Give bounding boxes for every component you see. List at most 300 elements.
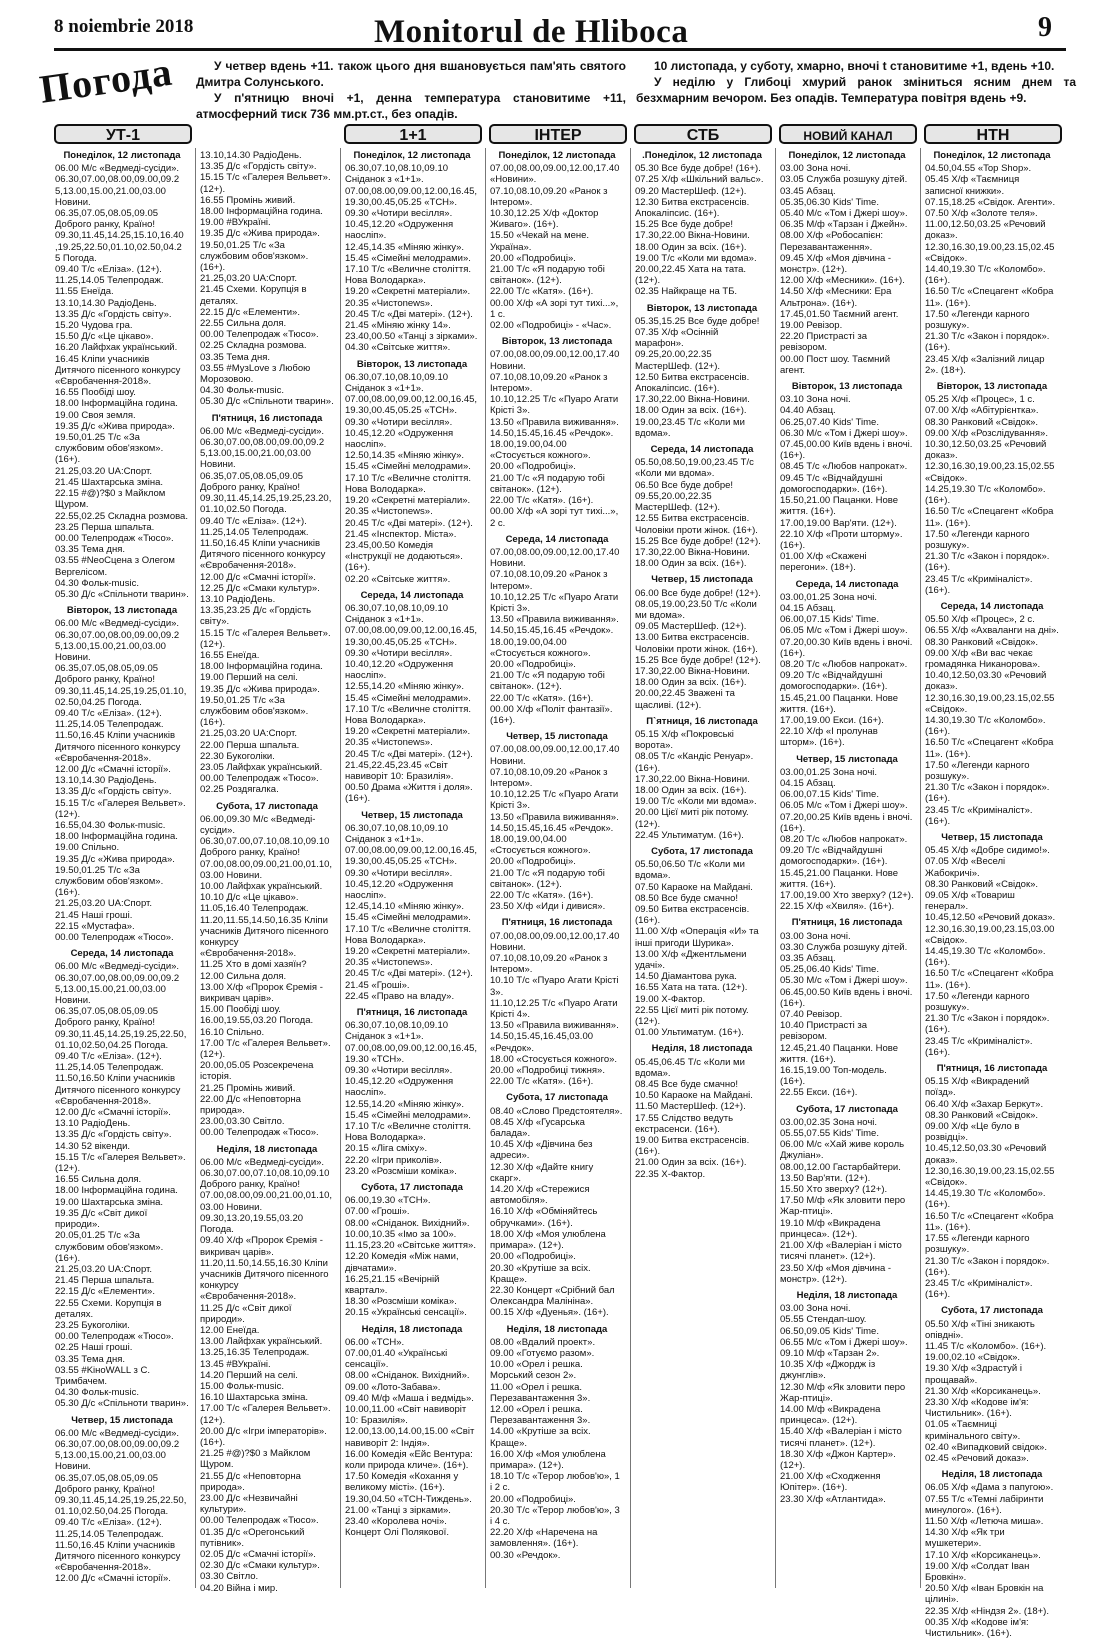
channel-header: НОВИЙ КАНАЛ xyxy=(779,124,917,144)
schedule-entry: 15.25 Все буде добре! xyxy=(635,219,734,231)
schedule-entry: 11.50,16.45 Кліпи учасників Дитячого пісенного конкурсу «Євробачення-2018». xyxy=(200,537,326,572)
weather-paragraph: У неділю у Глибоці хмурий ранок зміниться ясним днем та безхмарним вечором. Без опадів. Температура повітря вдень +9. xyxy=(636,75,1076,105)
schedule-entry: 17.45,01.50 Таємний агент. xyxy=(780,308,899,320)
schedule-entry: 19.50,01.25 Т/с «За службовим обов'язком». (16+). xyxy=(55,432,164,466)
schedule-day-heading: Субота, 17 листопада xyxy=(216,800,318,812)
weather-text-right xyxy=(636,58,1076,106)
schedule-entry: 19.35 Д/с «Жива природа». xyxy=(200,228,320,240)
schedule-entry: 22.00 Т/с «Катя». (16+). xyxy=(490,1076,594,1088)
issue-date: 8 noiembrie 2018 xyxy=(54,16,194,37)
schedule-entry: 14.30,19.30 Т/с «Коломбо». (16+). xyxy=(925,714,1046,738)
schedule-entry: 06.25,07.40 Kids' Time. xyxy=(780,416,879,428)
schedule-entry: 07.00,01.40 «Українські сенсації». xyxy=(345,1347,448,1371)
schedule-entry: 12.30 Х/ф «Дайте книгу скарг». xyxy=(490,1161,594,1184)
schedule-entry: 12.55,14.20 «Міняю жінку». xyxy=(345,681,465,693)
schedule-entry: 11.50,16.45 Кліпи учасників Дитячого пісенного конкурсу «Євробачення-2018». xyxy=(55,730,181,764)
schedule-entry: 05.15 Х/ф «Викрадений поїзд». xyxy=(925,1076,1030,1099)
schedule-entry: 06.35,07.05,08.05,09.05 Доброго ранку, Країно! xyxy=(55,663,159,686)
schedule-entry: 21.00 Х/ф «Сходження Юпітер». (16+). xyxy=(780,1471,881,1494)
schedule-entry: 10.30,12.50,03.25 «Речовий доказ». xyxy=(925,439,1047,462)
schedule-day-heading: Середа, 14 листопада xyxy=(940,600,1044,612)
schedule-entry: 19.00,23.45 Т/с «Коли ми вдома». xyxy=(635,416,745,439)
schedule-entry: 20.00 «Подробиці». xyxy=(490,658,576,670)
schedule-entry: 18.00 «Стосується кожного». xyxy=(490,1053,618,1065)
schedule-entry: 11.25,14.05 Телепродаж. xyxy=(200,526,309,538)
schedule-entry: 21.45 Схеми. Корупція в деталях. xyxy=(200,284,307,307)
schedule-entry: 16.50 Т/с «Спецагент «Кобра 11». (16+). xyxy=(925,737,1054,760)
schedule-entry: 14.25,19.30 Т/с «Коломбо». (16+). xyxy=(925,483,1046,507)
schedule-entry: 12.30,16.30,19.00,23.15,02.55 «Свідок». xyxy=(925,461,1055,484)
schedule-entry: 06.00 М/с «Хай живе король Джуліан». xyxy=(780,1139,905,1162)
schedule-entry: 10.40,12.20 «Одруження наосліп». xyxy=(345,658,454,682)
schedule-entry: 14.50,15.45,16.45 «Речдок». xyxy=(490,822,614,834)
schedule-entry: 08.00 Х/ф «Робосапієн: Перезавантаження». xyxy=(780,230,884,253)
schedule-entry: 04.50,04.55 «Top Shop». xyxy=(925,163,1032,175)
schedule-entry: 22.20 «Ігри приколів». xyxy=(345,1154,442,1166)
schedule-entry: 08.30 Ранковий «Свідок». xyxy=(925,416,1039,428)
schedule-entry: 07.00,08.00,09.00,12.00,17.40 Новини. xyxy=(490,546,620,570)
schedule-day-heading: Неділя, 18 листопада xyxy=(796,1289,898,1301)
schedule-entry: 11.25,14.05 Телепродаж. xyxy=(55,1528,164,1540)
schedule-day-heading: Вівторок, 13 листопада xyxy=(356,358,468,370)
schedule-entry: 05.45,06.45 Т/с «Коли ми вдома». xyxy=(635,1056,745,1079)
schedule-entry: 23.45 Т/с «Криміналіст». (16+). xyxy=(925,804,1033,827)
schedule-entry: 15.45,21.00 Пацанки. Нове життя. (16+). xyxy=(780,692,899,715)
schedule-entry: 07.00,08.00,09.00,12.00,16.45, 19.30 «ТСН». xyxy=(345,1042,478,1065)
schedule-entry: 13.10,14.30 РадіоДень. xyxy=(55,775,157,787)
schedule-entry: 07.40 Ревізор. xyxy=(780,1009,843,1021)
schedule-entry: 21.45 «Гроші». xyxy=(345,979,410,991)
schedule-entry: 16.55 Енеїда. xyxy=(200,649,260,661)
schedule-entry: 21.45 «Міняю жінку 14». xyxy=(345,320,451,332)
schedule-entry: 06.00,09.30 М/с «Ведмеді-сусіди». xyxy=(200,813,316,836)
schedule-entry: 17.10 Т/с «Величне століття. Нова Володарка». xyxy=(345,264,472,287)
schedule-column xyxy=(925,150,1059,1639)
schedule-entry: 13.00 Х/ф «Пророк Єремія - викривач царів». xyxy=(200,981,323,1005)
schedule-entry: 06.30,07.00,08.00,09.00,09.2 5,13.00,15.00,21.00,03.00 Новини. xyxy=(55,629,180,663)
schedule-entry: 10.30,12.25 Х/ф «Доктор Живаго». (16+). xyxy=(490,208,599,231)
schedule-entry: 10.00 Лайфхак український. xyxy=(200,881,323,892)
schedule-entry: 20.00 «Подробиці». xyxy=(490,856,576,868)
schedule-entry: 08.45 Все буде смачно! xyxy=(635,1079,739,1091)
schedule-entry: 00.00 Телепродаж «Тюсо». xyxy=(200,1515,319,1527)
schedule-entry: 15.25 Все буде добре! (12+). xyxy=(635,654,761,666)
schedule-day-heading: Понеділок, 12 листопада xyxy=(498,150,616,161)
schedule-entry: 03.55 #МузLove з Любою Морозовою. xyxy=(200,362,311,386)
schedule-entry: 00.00 Х/ф «Політ фантазії». (16+). xyxy=(490,703,613,726)
schedule-day-heading: П'ятниця, 16 листопада xyxy=(211,412,323,424)
schedule-entry: 06.30,07.00,08.00,09.00,09.2 5,13.00,15.00,21.00,03.00 Новини. xyxy=(200,437,325,471)
schedule-entry: 13.35 Д/с «Гордість світу». xyxy=(55,786,172,798)
schedule-entry: 13.50 «Правила виживання». xyxy=(490,416,619,428)
schedule-entry: 09.20 Т/с «Відчайдушні домогосподарки». (16+). xyxy=(780,670,888,693)
schedule-day-heading: Середа, 14 листопада xyxy=(650,444,754,456)
schedule-entry: 16.55,04.30 Фольк-music. xyxy=(55,819,166,831)
schedule-entry: 16.10 Х/ф «Обміняйтесь обручками». (16+). xyxy=(490,1206,598,1229)
schedule-entry: 17.50 «Легенди карного розшуку». xyxy=(925,759,1030,782)
schedule-entry: 02.00 «Подробиці» - «Час». xyxy=(490,320,612,332)
schedule-entry: 22.00 Т/с «Катя». (16+). xyxy=(490,286,594,298)
schedule-entry: 05.55 Стендап-шоу. xyxy=(780,1314,867,1326)
schedule-entry: 19.00 Х/ф «Солдат Іван Бровкін». xyxy=(925,1560,1030,1583)
schedule-entry: 00.00 Телепродаж «Тюсо». xyxy=(55,932,174,944)
schedule-entry: 18.00,19.00,04.00 «Стосується кожного». xyxy=(490,833,591,857)
schedule-entry: 10.45,12.20 «Одруження наосліп». xyxy=(345,1076,454,1099)
schedule-entry: 04.20 Війна і мир. xyxy=(200,1582,278,1594)
schedule-entry: 21.00 Т/с «Я подарую тобі світанок». (12+). xyxy=(490,264,605,287)
schedule-entry: 16.00,19.55,03.20 Погода. xyxy=(200,1015,314,1027)
schedule-entry: 04.30 Фольк-music. xyxy=(55,1387,139,1399)
weather-text-left xyxy=(196,58,626,122)
schedule-day-heading: Неділя, 18 листопада xyxy=(941,1469,1043,1481)
schedule-entry: 22.15 Д/с «Елементи». xyxy=(200,306,300,318)
schedule-entry: 10.00,10.35 «Імо за 100». xyxy=(345,1228,457,1240)
schedule-entry: 22.45 Ультиматум. (16+). xyxy=(635,829,744,841)
schedule-entry: 19.00 Ревізор. xyxy=(780,320,843,332)
weather-paragraph: 10 листопада, у суботу, хмарно, вночі t становитиме +1, вдень +10. xyxy=(654,59,1055,73)
schedule-entry: 12.00 «Орел і решка. Перезавантаження 3». xyxy=(490,1403,591,1427)
schedule-entry: 21.25 Промінь живий. xyxy=(200,1082,296,1094)
schedule-entry: 09.40 Т/с «Еліза». (12+). xyxy=(200,515,307,527)
schedule-day-heading: Четвер, 15 листопада xyxy=(651,574,753,586)
schedule-entry: 13.00 Лайфхак український. xyxy=(200,1336,323,1348)
schedule-entry: 21.45 Наші гроші. xyxy=(55,909,133,921)
column-divider xyxy=(775,148,776,1588)
schedule-entry: 20.45 Т/с «Дві матері». (12+). xyxy=(345,968,473,980)
schedule-entry: 07.15,18.25 «Свідок. Агенти». xyxy=(925,196,1056,208)
schedule-entry: 16.00 Х/ф «Моя улюблена примара». (12+). xyxy=(490,1448,606,1471)
schedule-entry: 00.00 Х/ф «А зорі тут тихі...», 2 с. xyxy=(490,506,619,529)
schedule-entry: 23.25 Перша шпальта. xyxy=(55,521,155,533)
schedule-column xyxy=(200,150,334,1594)
column-divider xyxy=(630,148,631,1588)
schedule-entry: 16.10 Шахтарська зміна. xyxy=(200,1392,309,1404)
schedule-entry: 21.00 «Танці з зірками». xyxy=(345,1504,451,1516)
schedule-entry: 18.30 «Розсміши коміка». xyxy=(345,1296,457,1308)
schedule-entry: 06.30,07.10,08.10,09.10 Сніданок з «1+1». xyxy=(345,602,449,626)
schedule-entry: 09.40 Х/ф «Пророк Єремія - викривач царів». xyxy=(200,1235,323,1258)
schedule-entry: 12.00 Енеїда. xyxy=(200,1324,260,1336)
schedule-entry: 21.25,03.20 UA:Спорт. xyxy=(55,898,152,910)
column-divider xyxy=(195,148,196,1588)
schedule-entry: 19.00 Т/с «Коли ми вдома». xyxy=(635,796,757,808)
schedule-entry: 10.35 Х/ф «Джордж із джунглів». xyxy=(780,1359,876,1382)
schedule-entry: 19.50,01.25 Т/с «За службовим обов'язком». (16+). xyxy=(200,694,309,729)
schedule-entry: 13.00 Битва екстрасенсів. Чоловіки проти жінок. (16+). xyxy=(635,632,758,655)
schedule-entry: 08.45 Т/с «Любов напрокат». xyxy=(780,461,908,473)
schedule-entry: 03.55 #NeoСцена з Олегом Вергелісом. xyxy=(55,555,175,578)
schedule-entry: 06.05 Х/ф «Дама з папугою». xyxy=(925,1482,1054,1494)
schedule-entry: 21.00 Т/с «Я подарую тобі світанок». (12+). xyxy=(490,867,605,890)
schedule-entry: 23.45 Т/с «Криміналіст». (16+). xyxy=(925,1035,1033,1058)
schedule-entry: 22.30 Концерт «Срібний бал Олександра Малініна». xyxy=(490,1284,615,1308)
schedule-entry: 19.00 #ВУкраїні. xyxy=(200,217,271,229)
schedule-entry: 06.50 Все буде добре! xyxy=(635,479,734,491)
schedule-entry: 05.45 Х/ф «Добре сидимо!». xyxy=(925,845,1050,857)
schedule-entry: 02.20 «Світське життя». xyxy=(345,573,451,585)
newspaper-title: Monitorul de Hliboca xyxy=(374,14,689,50)
schedule-entry: 15.50 «Чекай на мене. Україна». xyxy=(490,230,590,253)
schedule-day-heading: Субота, 17 листопада xyxy=(941,1305,1043,1317)
schedule-entry: 22.55,02.25 Складна розмова. xyxy=(55,510,188,522)
schedule-entry: 12.00 Д/с «Смачні історії». xyxy=(55,1107,171,1119)
schedule-entry: 07.00 Х/ф «Абітурієнтка». xyxy=(925,405,1039,417)
schedule-entry: 03.10 Зона ночі. xyxy=(780,394,851,406)
schedule-entry: 05.30 Все буде добре! (16+). xyxy=(635,163,761,175)
schedule-entry: 05.50,08.50,19.00,23.45 Т/с «Коли ми вдома». xyxy=(635,457,754,480)
schedule-entry: 05.45 Х/ф «Таємниця записної книжки». xyxy=(925,174,1020,197)
schedule-entry: 16.50 Т/с «Спецагент «Кобра 11». (16+). xyxy=(925,506,1054,529)
schedule-entry: 23.50 Х/ф «Моя дівчина - монстр». (12+). xyxy=(780,1262,892,1285)
schedule-entry: 08.05,19.00,23.50 Т/с «Коли ми вдома». xyxy=(635,598,757,621)
schedule-entry: 21.45 Перша шпальта. xyxy=(55,1275,155,1287)
schedule-day-heading: Понеділок, 12 листопада xyxy=(353,150,471,161)
schedule-entry: 10.10,12.25 Т/с «Пуаро Агати Крісті 3». xyxy=(490,591,619,614)
schedule-entry: 23.00,03.30 Світло. xyxy=(200,1116,285,1128)
schedule-entry: 09.30 «Чотири весілля». xyxy=(345,1065,453,1077)
schedule-entry: 03.00,01.25 Зона ночі. xyxy=(780,766,878,778)
schedule-entry: 12.55,14.20 «Міняю жінку». xyxy=(345,1098,465,1110)
schedule-entry: 22.20 Пристрасті за ревізором. xyxy=(780,331,867,354)
page-number: 9 xyxy=(1038,12,1052,43)
schedule-entry: 06.55 М/с «Том і Джері шоу». xyxy=(780,1336,908,1348)
schedule-column xyxy=(780,150,914,1590)
schedule-day-heading: Четвер, 15 листопада xyxy=(941,831,1043,843)
schedule-entry: 03.00 Зона ночі. xyxy=(780,930,851,942)
schedule-entry: 00.00 Пост шоу. Таємний агент. xyxy=(780,353,891,376)
schedule-entry: 13.35 Д/с «Гордість світу». xyxy=(200,161,317,173)
channel-header: УТ-1 xyxy=(54,124,192,144)
schedule-entry: 17.00 Т/с «Галерея Вельвет». (12+). xyxy=(200,1037,331,1061)
channel-header: 1+1 xyxy=(344,124,482,144)
schedule-entry: 15.00 Фольк-music. xyxy=(200,1380,284,1392)
schedule-entry: 22.00 Перша шпальта. xyxy=(200,739,300,751)
schedule-entry: 03.00,01.25 Зона ночі. xyxy=(780,591,878,603)
schedule-entry: 09.00 «Готуємо разом». xyxy=(490,1347,595,1359)
schedule-entry: 10.45,12.20 «Одруження наосліп». xyxy=(345,219,454,242)
weather-section xyxy=(36,48,1076,122)
schedule-entry: 11.05,16.40 Телепродаж. xyxy=(200,903,309,915)
schedule-entry: 10.10 Т/с «Пуаро Агати Крісті 3». xyxy=(490,975,619,998)
schedule-entry: 08.00 «Сніданок. Вихідний». xyxy=(345,1217,470,1229)
schedule-entry: 11.00 Х/ф «Операція «И» та інші пригоди Шурика». xyxy=(635,926,759,949)
schedule-entry: 06.35,07.05,08.05,09.05 Доброго ранку, Країно! xyxy=(55,1472,159,1495)
schedule-entry: 22.15 Д/с «Елементи». xyxy=(55,1286,155,1298)
schedule-entry: 07.00,08.00,09.00,21.00,01.10, 03.00 Новини. xyxy=(200,1190,333,1213)
schedule-entry: 14.00 М/ф «Викрадена принцеса». (12+). xyxy=(780,1403,881,1427)
schedule-entry: 12.00 Х/ф «Месники». (16+). xyxy=(780,275,905,287)
channel-header: СТБ xyxy=(634,124,772,144)
schedule-entry: 07.00,08.00,09.00,12.00,16.45, 19.30,00.45,05.25 «ТСН». xyxy=(345,394,478,417)
schedule-entry: 17.50 «Легенди карного розшуку». xyxy=(925,308,1030,332)
schedule-entry: 05.30 М/с «Том і Джері шоу». xyxy=(780,975,908,987)
schedule-entry: 19.35 Д/с «Світ дикої природи». xyxy=(55,1207,148,1231)
schedule-entry: 11.10,12.25 Т/с «Пуаро Агати Крісті 4». xyxy=(490,997,618,1021)
schedule-entry: 23.30 Х/ф «Атлантида». xyxy=(780,1493,886,1505)
schedule-entry: 14.45,19.30 Т/с «Коломбо». (16+). xyxy=(925,1188,1046,1211)
schedule-entry: 19.00,02.10 «Свідок». xyxy=(925,1352,1021,1364)
schedule-entry: 09.40 Т/с «Еліза». (12+). xyxy=(55,707,162,719)
schedule-entry: 12.55 Битва екстрасенсів. Чоловіки проти жінок. (16+). xyxy=(635,513,758,536)
schedule-entry: 16.50 Т/с «Спецагент «Кобра 11». (16+). xyxy=(925,968,1054,991)
weather-title: Погода xyxy=(36,48,176,112)
schedule-entry: 15.00 Пообіді шоу. xyxy=(200,1004,281,1016)
schedule-entry: 15.40 Х/ф «Валеріан і місто тисячі планет». (12+). xyxy=(780,1426,902,1449)
schedule-entry: 22.35 Х/ф «Ніндзя 2». (18+). xyxy=(925,1605,1049,1617)
schedule-entry: 07.20,00.30 Київ вдень і вночі. (16+). xyxy=(780,636,913,659)
schedule-entry: 02.35 Найкраще на ТБ. xyxy=(635,286,738,298)
schedule-entry: 19.35 Д/с «Жива природа». xyxy=(55,420,175,432)
schedule-entry: 00.00 Телепродаж «Тюсо». xyxy=(55,1331,174,1343)
schedule-entry: 06.00 М/с «Ведмеді-сусіди». xyxy=(55,618,180,630)
schedule-day-heading: Вівторок, 13 листопада xyxy=(646,302,758,314)
schedule-day-heading: Понеділок, 12 листопада xyxy=(933,150,1051,161)
schedule-entry: 17.10 Т/с «Величне століття. Нова Володарка». xyxy=(345,472,472,495)
schedule-entry: 09.45 Т/с «Відчайдушні домогосподарки». (16+). xyxy=(780,472,888,495)
schedule-entry: 13.10 РадіоДень. xyxy=(55,1118,131,1130)
schedule-entry: 15.15 Т/с «Галерея Вельвет». (12+). xyxy=(200,172,331,195)
schedule-entry: 17.30,22.00 Вікна-Новини. xyxy=(635,773,750,785)
schedule-entry: 17.10 Т/с «Величне століття. Нова Володарка». xyxy=(345,1121,472,1144)
schedule-entry: 21.45 «Інспектор. Міста». xyxy=(345,528,457,540)
schedule-entry: 00.35 Х/ф «Кодове ім'я: Чистильник». (16+). xyxy=(925,1616,1029,1639)
schedule-entry: 22.00 Т/с «Катя». (16+). xyxy=(490,890,594,901)
schedule-entry: 22.20 Х/ф «Наречена на замовлення». (16+). xyxy=(490,1527,598,1550)
schedule-entry: 07.00,08.00,09.00,12.00,17.40 «Новини». xyxy=(490,163,620,186)
schedule-entry: 21.00 Т/с «Я подарую тобі світанок». (12+). xyxy=(490,670,605,693)
schedule-entry: 03.35 Абзац. xyxy=(780,953,836,965)
schedule-entry: 19.20 «Секретні матеріали». xyxy=(345,495,471,507)
schedule-entry: 12.50 Битва екстрасенсів. Апокаліпсис. (16+). xyxy=(635,371,750,395)
schedule-day-heading: Четвер, 15 листопада xyxy=(71,1414,173,1426)
schedule-entry: 23.30 Х/ф «Кодове ім'я: Чистильник». (16+). xyxy=(925,1396,1029,1420)
schedule-entry: 13.50 «Правила виживання». xyxy=(490,614,619,626)
schedule-entry: 09.20 МастерШеф. (12+). xyxy=(635,185,747,197)
schedule-entry: 17.00,19.00 Вар'яти. (12+). xyxy=(780,517,897,529)
schedule-entry: 11.50 МастерШеф. (12+). xyxy=(635,1101,746,1113)
schedule-entry: 21.00 Т/с «Я подарую тобі світанок». (12+). xyxy=(490,472,605,495)
schedule-entry: 11.55 Енеїда. xyxy=(55,286,114,298)
schedule-entry: 18.00 Один за всіх. (16+). xyxy=(635,405,747,417)
schedule-entry: 04.15 Абзац. xyxy=(780,602,836,614)
schedule-entry: 13.10,14.30 РадіоДень. xyxy=(55,297,157,309)
schedule-entry: 03.05 Служба розшуку дітей. xyxy=(780,174,908,186)
weather-paragraph: У п'ятницю вночі +1, денна температура становитиме +11, атмосферний тиск 736 мм.рт.ст., без опадів. xyxy=(196,91,626,121)
schedule-entry: 02.30 Д/с «Смаки культур». xyxy=(200,1560,320,1572)
schedule-entry: 10.50 Караоке на Майдані. xyxy=(635,1090,753,1102)
schedule-entry: 21.30 Т/с «Закон і порядок». (16+). xyxy=(925,331,1050,354)
schedule-entry: 07.00,08.00,09.00,12.00,16.45, 19.30,00.45,05.25 «ТСН». xyxy=(345,625,478,648)
schedule-entry: 17.30,22.00 Вікна-Новини. xyxy=(635,230,750,242)
schedule-entry: 16.00 Комедія «Ейс Вентура: коли природа кличе». (16+). xyxy=(345,1448,473,1471)
schedule-entry: 14.45,19.30 Т/с «Коломбо». (16+). xyxy=(925,946,1046,969)
schedule-entry: 05.55,07.55 Kids' Time. xyxy=(780,1128,879,1140)
schedule-entry: 17.10 Т/с «Величне століття. Нова Володарка». xyxy=(345,923,472,946)
schedule-entry: 04.15 Абзац. xyxy=(780,777,836,789)
schedule-entry: 13.45 #ВУкраїні. xyxy=(200,1358,271,1370)
schedule-entry: 04.30 «Світське життя». xyxy=(345,342,451,354)
schedule-entry: 12.50,14.35 «Міняю жінку». xyxy=(345,450,465,462)
schedule-entry: 18.00,19.00,04.00 «Стосується кожного». xyxy=(490,636,591,659)
schedule-entry: 18.00 Один за всіх. (16+). xyxy=(635,558,747,570)
schedule-entry: 21.45,22.45,23.45 «Світ навиворіт 10: Бразилія». xyxy=(345,759,454,782)
schedule-entry: 22.15 Х/ф «Хвиля». (16+). xyxy=(780,901,895,913)
schedule-entry: 01.05 «Таємниці кримінального світу». xyxy=(925,1419,1021,1442)
schedule-entry: 15.25 Все буде добре! (12+). xyxy=(635,535,761,547)
schedule-entry: 07.55 Т/с «Темні лабіринти минулого». (16+). xyxy=(925,1493,1044,1516)
schedule-entry: 14.50,15.45,16.45 «Речдок». xyxy=(490,427,614,439)
schedule-entry: 03.45 Абзац. xyxy=(780,185,836,197)
schedule-entry: 07.10,08.10,09.20 «Ранок з Інтером». xyxy=(490,766,608,789)
schedule-entry: 15.50 Хто зверху? (12+). xyxy=(780,1184,888,1196)
schedule-entry: 19.00 Перший на селі. xyxy=(200,672,298,684)
schedule-entry: 14.30 52 вікенди. xyxy=(55,1140,131,1152)
schedule-entry: 18.10 Т/с «Терор любов'ю», 1 і 2 с. xyxy=(490,1471,620,1494)
schedule-entry: 11.25 Хто в домі хазяїн? xyxy=(200,959,307,971)
schedule-day-heading: П'ятниця, 16 листопада xyxy=(356,1007,468,1019)
schedule-entry: 00.00 Х/ф «А зорі тут тихі...», 1 с. xyxy=(490,297,619,320)
schedule-entry: 03.30 Світло. xyxy=(200,1571,259,1583)
schedule-entry: 11.25,14.05 Телепродаж. xyxy=(55,1062,164,1074)
schedule-column xyxy=(490,150,624,1590)
schedule-entry: 10.45,12.50,03.30 «Речовий доказ». xyxy=(925,1143,1047,1166)
schedule-entry: 09.50 Битва екстрасенсів. (16+). xyxy=(635,904,750,927)
schedule-entry: 06.00 М/с «Ведмеді-сусіди». xyxy=(200,425,325,437)
schedule-entry: 07.35 Х/ф «Осінній марафон». xyxy=(635,327,719,350)
schedule-day-heading: Середа, 14 листопада xyxy=(360,589,464,601)
schedule-entry: 04.40 Абзац. xyxy=(780,405,836,417)
schedule-entry: 11.50,16.50 Кліпи учасників Дитячого пісенного конкурсу «Євробачення-2018». xyxy=(55,1073,181,1107)
schedule-entry: 17.50 М/ф «Як зловити перо Жар-птиці». xyxy=(780,1195,906,1218)
schedule-entry: 06.40 Х/ф «Захар Беркут». xyxy=(925,1098,1044,1110)
schedule-entry: 07.45,00.00 Київ вдень і вночі. (16+). xyxy=(780,439,913,462)
schedule-entry: 06.35,07.05,08.05,09.05 Доброго ранку, Країно! xyxy=(200,470,304,493)
schedule-entry: 23.45 Т/с «Криміналіст». (16+). xyxy=(925,573,1033,596)
schedule-entry: 12.25 Д/с «Смаки культур». xyxy=(200,582,320,594)
schedule-entry: 17.30,22.00 Вікна-Новини. xyxy=(635,665,750,677)
schedule-entry: 16.10 Спільно. xyxy=(200,1026,265,1038)
schedule-entry: 23.00 Д/с «Незвичайні культури». xyxy=(200,1492,298,1516)
schedule-day-heading: Неділя, 18 листопада xyxy=(216,1143,318,1155)
schedule-entry: 22.15 «Мустафа». xyxy=(55,920,135,932)
schedule-entry: 09.05 Х/ф «Товариш генерал». xyxy=(925,890,1015,913)
schedule-entry: 15.45 «Сімейні мелодрами». xyxy=(345,1109,471,1121)
schedule-entry: 09.00 Х/ф «Ви вас чекає громадянка Никанорова». xyxy=(925,647,1041,670)
schedule-entry: 06.00,19.30 «ТСН». xyxy=(345,1195,431,1207)
tv-schedule xyxy=(54,124,1074,1639)
schedule-entry: 14.40,19.30 Т/с «Коломбо». (16+). xyxy=(925,264,1046,287)
schedule-entry: 19.50,01.25 Т/с «За службовим обов'язком». (16+). xyxy=(200,239,309,274)
schedule-entry: 16.15,19.00 Топ-модель. (16+). xyxy=(780,1065,887,1088)
schedule-entry: 06.30,07.10,08.10,09.10 Сніданок з «1+1». xyxy=(345,822,449,845)
weather-paragraph: У четвер вдень +11. також цього дня вшановується пам'ять святого Дмитра Солунського. xyxy=(196,59,626,89)
schedule-day-heading: Неділя, 18 листопада xyxy=(506,1323,608,1335)
schedule-entry: 16.45 Кліпи учасників Дитячого пісенного конкурсу «Євробачення-2018». xyxy=(55,353,181,388)
schedule-entry: 08.00 «Сніданок. Вихідний». xyxy=(345,1370,470,1382)
schedule-entry: 17.50 Комедія «Кохання у великому місті». (16+). xyxy=(345,1471,459,1494)
schedule-entry: 22.55 Схеми. Корупція в деталях. xyxy=(55,1297,162,1320)
schedule-entry: 02.25 Роздягалка. xyxy=(200,784,279,796)
schedule-entry: 21.25,03.20 UA:Спорт. xyxy=(55,465,152,477)
schedule-entry: 06.00,07.15 Kids' Time. xyxy=(780,614,879,626)
schedule-entry: 19.00 Шахтарська зміна. xyxy=(55,1196,164,1208)
schedule-entry: 17.00 Т/с «Галерея Вельвет». (12+). xyxy=(200,1403,331,1426)
channel-header: НТН xyxy=(924,124,1062,144)
schedule-day-heading: Четвер, 15 листопада xyxy=(361,809,463,821)
schedule-entry: 21.30 Х/ф «Корсиканець». xyxy=(925,1385,1041,1397)
schedule-entry: 06.35,07.05,08.05,09.05 Доброго ранку, Країно! xyxy=(55,208,159,231)
schedule-entry: 19.35 Д/с «Жива природа». xyxy=(55,853,175,865)
